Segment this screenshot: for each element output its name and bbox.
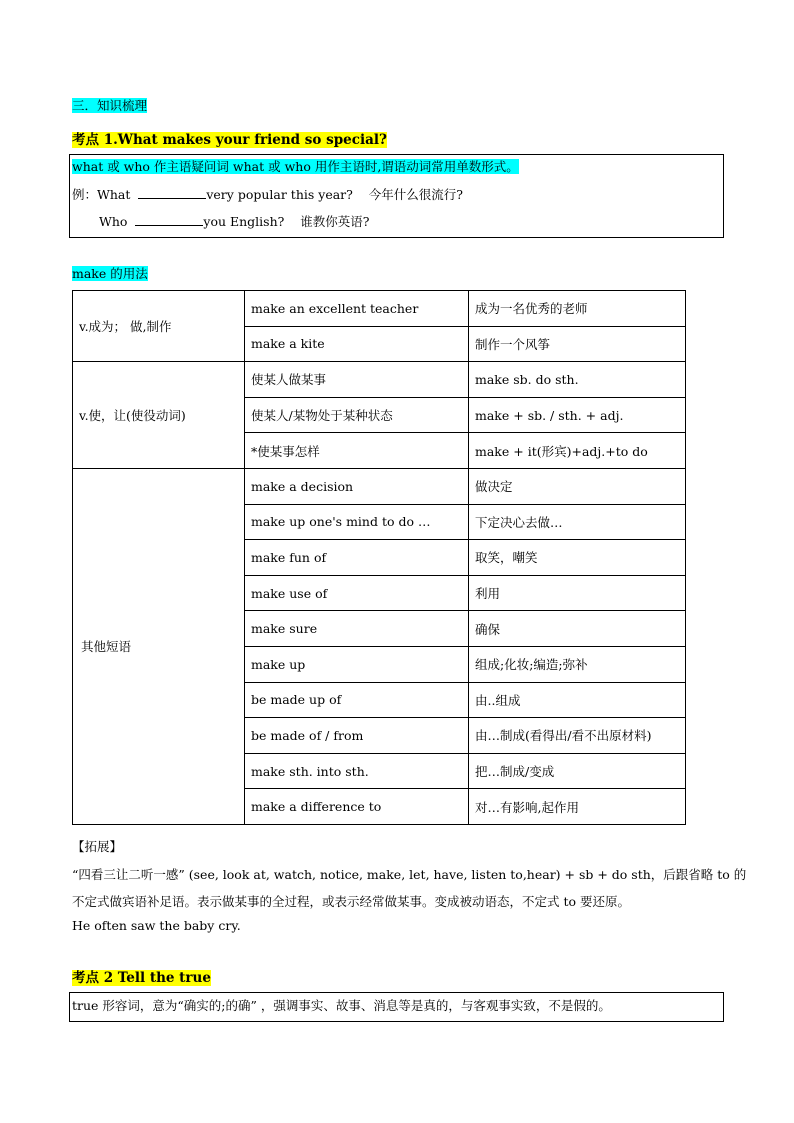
- phrase-cell: make a difference to: [245, 789, 469, 825]
- phrase-cell: make sth. into sth.: [245, 753, 469, 789]
- translation-cell: 把…制成/变成: [469, 753, 686, 789]
- phrase-cell: make up: [245, 646, 469, 682]
- translation-cell: 制作一个风筝: [469, 326, 686, 362]
- extension-line-2: 不定式做宾语补足语。表示做某事的全过程，或表示经常做某事。变成被动语态，不定式 to 要还原。: [72, 894, 630, 909]
- example-line-2: Who you English? 谁教你英语?: [99, 214, 370, 229]
- table-row: [73, 468, 686, 504]
- extension-label: 【拓展】: [72, 839, 123, 854]
- table-row: [73, 291, 686, 327]
- phrase-cell: *使某事怎样: [245, 433, 469, 469]
- phrase-cell: make a kite: [245, 326, 469, 362]
- point1-heading: 考点 1.What makes your friend so special?: [72, 132, 387, 148]
- translation-cell: 取笑，嘲笑: [469, 540, 686, 576]
- translation-cell: 利用: [469, 575, 686, 611]
- translation-cell: 成为一名优秀的老师: [469, 291, 686, 327]
- phrase-cell: 使某人做某事: [245, 362, 469, 398]
- table-row: [73, 362, 686, 398]
- extension-example: He often saw the baby cry.: [72, 918, 241, 933]
- translation-cell: 确保: [469, 611, 686, 647]
- translation-cell: 对…有影响,起作用: [469, 789, 686, 825]
- translation-cell: 由..组成: [469, 682, 686, 718]
- phrase-cell: make a decision: [245, 468, 469, 504]
- translation-cell: 组成;化妆;编造;弥补: [469, 646, 686, 682]
- example-line-1: 例：What very popular this year? 今年什么很流行?: [72, 187, 463, 202]
- point2-rule: true 形容词，意为“确实的;的确” ，强调事实、故事、消息等是真的，与客观事实致，不是假的。: [72, 998, 611, 1013]
- make-usage-table: [72, 290, 686, 825]
- phrase-cell: make use of: [245, 575, 469, 611]
- point1-rule: what 或 who 作主语疑问词 what 或 who 用作主语时,谓语动词常用单数形式。: [72, 159, 519, 174]
- phrase-cell: make an excellent teacher: [245, 291, 469, 327]
- section-heading: 三．知识梳理: [72, 98, 148, 113]
- phrase-cell: make sure: [245, 611, 469, 647]
- answer-blank[interactable]: [135, 214, 203, 226]
- meaning-cell: v.使，让(使役动词): [73, 362, 245, 469]
- translation-cell: 下定决心去做…: [469, 504, 686, 540]
- phrase-cell: be made up of: [245, 682, 469, 718]
- point2-heading: 考点 2 Tell the true: [72, 970, 211, 986]
- meaning-cell: v.成为； 做,制作: [73, 291, 245, 362]
- phrase-cell: 使某人/某物处于某种状态: [245, 397, 469, 433]
- translation-cell: 做决定: [469, 468, 686, 504]
- translation-cell: make sb. do sth.: [469, 362, 686, 398]
- extension-line-1: “四看三让二听一感” (see, look at, watch, notice, make, let, have, listen to,hear) + sb + do sth，后跟省略 to 的: [72, 867, 747, 882]
- make-usage-heading: make 的用法: [72, 266, 148, 281]
- phrase-cell: make fun of: [245, 540, 469, 576]
- translation-cell: make + it(形宾)+adj.+to do: [469, 433, 686, 469]
- translation-cell: 由…制成(看得出/看不出原材料): [469, 718, 686, 754]
- translation-cell: make + sb. / sth. + adj.: [469, 397, 686, 433]
- phrase-cell: make up one's mind to do …: [245, 504, 469, 540]
- answer-blank[interactable]: [138, 187, 206, 199]
- phrase-cell: be made of / from: [245, 718, 469, 754]
- meaning-cell: 其他短语: [73, 468, 245, 824]
